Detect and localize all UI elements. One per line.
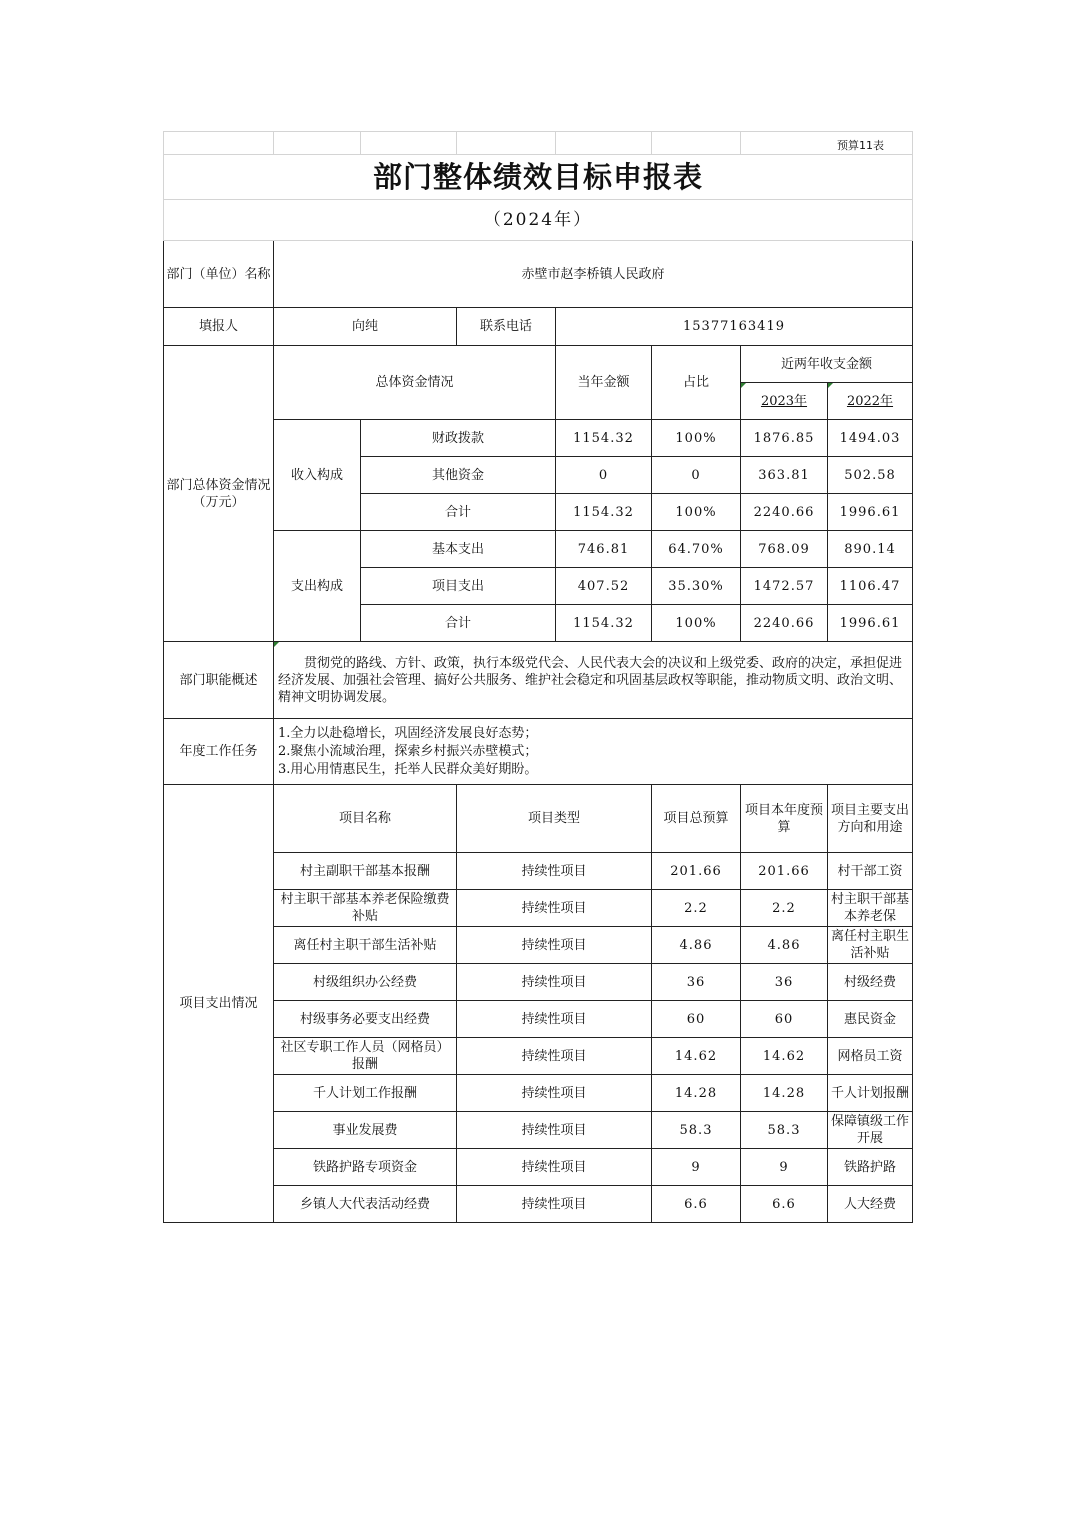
- phone-label: 联系电话: [457, 308, 556, 346]
- phone-value: 15377163419: [556, 308, 913, 346]
- project-total: 14.28: [652, 1075, 741, 1112]
- income-row-2022: 1494.03: [828, 420, 913, 457]
- project-total: 201.66: [652, 853, 741, 890]
- project-annual: 2.2: [741, 890, 828, 927]
- table-row: [164, 1186, 913, 1223]
- project-total: 58.3: [652, 1112, 741, 1149]
- project-type: 持续性项目: [457, 964, 652, 1001]
- expense-row-2022: 890.14: [828, 531, 913, 568]
- project-use: 人大经费: [828, 1186, 913, 1223]
- duties-text: 贯彻党的路线、方针、政策，执行本级党代会、人民代表大会的决议和上级党委、政府的决定，承担促进经济发展、加强社会管理、搞好公共服务、维护社会稳定和巩固基层政权等职能，推动物质文明、政治文明、精神文明协调发展。: [274, 642, 913, 719]
- list-item: 3.用心用情惠民生，托举人民群众美好期盼。: [278, 761, 538, 777]
- funds-header-amount: 当年金额: [556, 346, 652, 420]
- funds-section-label: 部门总体资金情况（万元）: [164, 346, 274, 642]
- project-name: 千人计划工作报酬: [274, 1075, 457, 1112]
- budget-form-sheet: [163, 131, 912, 1223]
- project-annual: 9: [741, 1149, 828, 1186]
- expense-row-2023: 1472.57: [741, 568, 828, 605]
- project-annual: 201.66: [741, 853, 828, 890]
- income-row-ratio: 100%: [652, 494, 741, 531]
- project-type: 持续性项目: [457, 1186, 652, 1223]
- funds-year-2023: 2023年: [741, 383, 828, 420]
- unit-label: 部门（单位）名称: [164, 241, 274, 308]
- income-row-2022: 1996.61: [828, 494, 913, 531]
- project-annual: 58.3: [741, 1112, 828, 1149]
- project-annual: 6.6: [741, 1186, 828, 1223]
- project-total: 4.86: [652, 927, 741, 964]
- reporter-value: 向纯: [274, 308, 457, 346]
- income-row-ratio: 100%: [652, 420, 741, 457]
- income-row-amount: 1154.32: [556, 494, 652, 531]
- project-annual: 14.28: [741, 1075, 828, 1112]
- income-row-2022: 502.58: [828, 457, 913, 494]
- project-type: 持续性项目: [457, 1149, 652, 1186]
- project-name: 村主副职干部基本报酬: [274, 853, 457, 890]
- project-use: 村干部工资: [828, 853, 913, 890]
- projects-header-type: 项目类型: [457, 785, 652, 853]
- project-total: 9: [652, 1149, 741, 1186]
- funds-header-overall: 总体资金情况: [274, 346, 556, 420]
- expense-row-2022: 1996.61: [828, 605, 913, 642]
- projects-header-name: 项目名称: [274, 785, 457, 853]
- project-name: 事业发展费: [274, 1112, 457, 1149]
- list-item: 2.聚焦小流域治理，探索乡村振兴赤壁模式；: [278, 743, 538, 759]
- table-row: [164, 1112, 913, 1149]
- project-type: 持续性项目: [457, 1112, 652, 1149]
- expense-label: 支出构成: [274, 531, 361, 642]
- project-name: 离任村主职干部生活补贴: [274, 927, 457, 964]
- performance-target-table: [163, 131, 913, 1223]
- project-total: 36: [652, 964, 741, 1001]
- project-total: 14.62: [652, 1038, 741, 1075]
- projects-label: 项目支出情况: [164, 785, 274, 1223]
- project-type: 持续性项目: [457, 1038, 652, 1075]
- funds-header-ratio: 占比: [652, 346, 741, 420]
- project-annual: 4.86: [741, 927, 828, 964]
- funds-year-2022: 2022年: [828, 383, 913, 420]
- income-label: 收入构成: [274, 420, 361, 531]
- project-use: 千人计划报酬: [828, 1075, 913, 1112]
- table-row: [164, 927, 913, 964]
- project-use: 村主职干部基本养老保: [828, 890, 913, 927]
- projects-header-use: 项目主要支出方向和用途: [828, 785, 913, 853]
- income-row-ratio: 0: [652, 457, 741, 494]
- table-row: [164, 890, 913, 927]
- tasks-list: [274, 719, 913, 785]
- table-row: [164, 420, 913, 457]
- income-row-amount: 1154.32: [556, 420, 652, 457]
- project-total: 6.6: [652, 1186, 741, 1223]
- project-total: 60: [652, 1001, 741, 1038]
- project-use: 惠民资金: [828, 1001, 913, 1038]
- report-year: （2024年）: [164, 200, 913, 241]
- page-title: 部门整体绩效目标申报表: [164, 155, 913, 200]
- projects-header-total: 项目总预算: [652, 785, 741, 853]
- project-type: 持续性项目: [457, 1001, 652, 1038]
- expense-row-2022: 1106.47: [828, 568, 913, 605]
- table-row: [164, 964, 913, 1001]
- expense-row-amount: 746.81: [556, 531, 652, 568]
- list-item: 1.全力以赴稳增长，巩固经济发展良好态势；: [278, 725, 538, 741]
- expense-row-name: 项目支出: [361, 568, 556, 605]
- project-name: 铁路护路专项资金: [274, 1149, 457, 1186]
- project-annual: 14.62: [741, 1038, 828, 1075]
- projects-header-annual: 项目本年度预算: [741, 785, 828, 853]
- project-use: 村级经费: [828, 964, 913, 1001]
- reporter-label: 填报人: [164, 308, 274, 346]
- expense-row-2023: 2240.66: [741, 605, 828, 642]
- income-row-2023: 363.81: [741, 457, 828, 494]
- income-row-amount: 0: [556, 457, 652, 494]
- project-name: 村主职干部基本养老保险缴费补贴: [274, 890, 457, 927]
- project-type: 持续性项目: [457, 890, 652, 927]
- tasks-label: 年度工作任务: [164, 719, 274, 785]
- table-row: [164, 1001, 913, 1038]
- project-type: 持续性项目: [457, 1075, 652, 1112]
- project-use: 保障镇级工作开展: [828, 1112, 913, 1149]
- project-total: 2.2: [652, 890, 741, 927]
- expense-row-amount: 407.52: [556, 568, 652, 605]
- unit-value: 赤壁市赵李桥镇人民政府: [274, 241, 913, 308]
- project-use: 网格员工资: [828, 1038, 913, 1075]
- project-annual: 60: [741, 1001, 828, 1038]
- form-code: 预算11表: [741, 132, 913, 155]
- income-row-2023: 1876.85: [741, 420, 828, 457]
- table-row: [164, 1038, 913, 1075]
- project-name: 村级事务必要支出经费: [274, 1001, 457, 1038]
- project-type: 持续性项目: [457, 853, 652, 890]
- table-row: [164, 1149, 913, 1186]
- expense-row-ratio: 100%: [652, 605, 741, 642]
- table-row: [164, 531, 913, 568]
- duties-label: 部门职能概述: [164, 642, 274, 719]
- project-name: 乡镇人大代表活动经费: [274, 1186, 457, 1223]
- table-row: [164, 853, 913, 890]
- expense-row-amount: 1154.32: [556, 605, 652, 642]
- expense-row-ratio: 64.70%: [652, 531, 741, 568]
- expense-row-name: 合计: [361, 605, 556, 642]
- income-row-name: 其他资金: [361, 457, 556, 494]
- project-name: 村级组织办公经费: [274, 964, 457, 1001]
- expense-row-ratio: 35.30%: [652, 568, 741, 605]
- funds-header-recent: 近两年收支金额: [741, 346, 913, 383]
- table-row: [164, 1075, 913, 1112]
- expense-row-name: 基本支出: [361, 531, 556, 568]
- project-type: 持续性项目: [457, 927, 652, 964]
- expense-row-2023: 768.09: [741, 531, 828, 568]
- project-name: 社区专职工作人员（网格员）报酬: [274, 1038, 457, 1075]
- project-use: 铁路护路: [828, 1149, 913, 1186]
- income-row-2023: 2240.66: [741, 494, 828, 531]
- project-annual: 36: [741, 964, 828, 1001]
- income-row-name: 合计: [361, 494, 556, 531]
- income-row-name: 财政拨款: [361, 420, 556, 457]
- project-use: 离任村主职生活补贴: [828, 927, 913, 964]
